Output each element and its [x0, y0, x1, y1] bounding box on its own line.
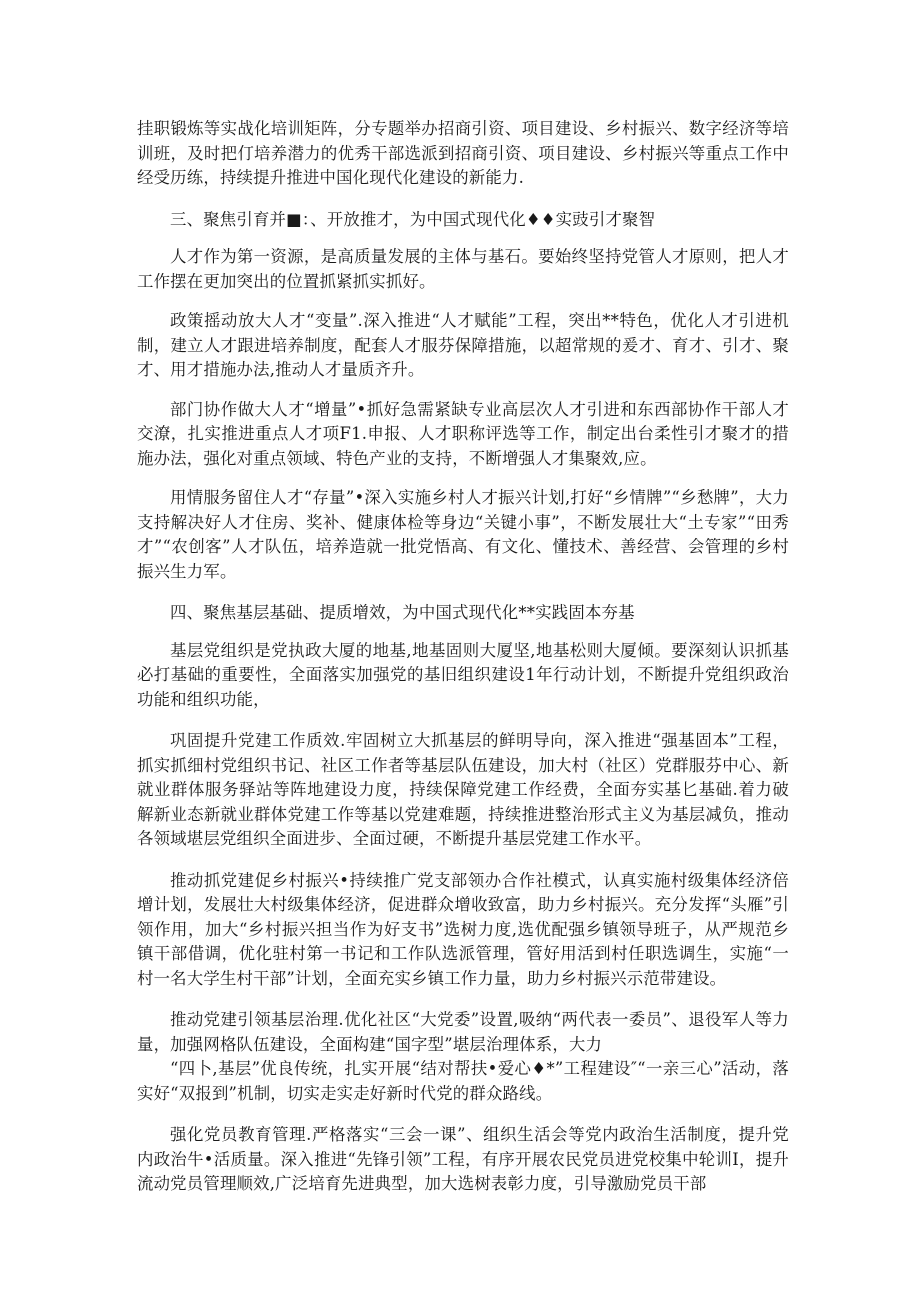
- section-heading-talent: 三、聚焦引育并■：、开放推才，为中国式现代化♦♦实豉引才聚智: [170, 209, 656, 229]
- paragraph-grassroots-intro: 基层党组织是党执政大厦的地基,地基固则大厦坚,地基松则大厦倾。要深刻认识抓基必打基础的重要性，全面落实加强党的基旧组织建设1年行动计划，不断提升党组织政治功能和组织功能，: [137, 640, 789, 709]
- paragraph-grassroots-governance: 推动党建引领基层治理.优化社区“大党委”设置,吸纳“两代表一委员”、退役军人等力量，加强网格队伍建设，全面构建“国字型”堪层治理体系，大力: [137, 1010, 789, 1054]
- paragraph-member-education: 强化党员教育管理.严格落实“三会一课”、组织生活会等党内政治生活制度，提升党内政治牛•活质量。深入推进“先锋引领”工程，有序开展农民党员进党校集中轮训I，提升流动党员管理顺效,广泛培育先进典型，加大选树表彰力度，引导激励党员干部: [137, 1125, 789, 1193]
- paragraph-party-building-quality: 巩固提升党建工作质效.牢固树立大抓基层的鲜明导向，深入推进“强基固本”工程，抓实抓细村党组织书记、社区工作者等基层队伍建设，加大村（社区）党群服芬中心、新就业群体服务驿站等阵地建设力度，持续保障党建工作经费，全面夯实基匕基础.着力破解新业态新就业群体党建工作等基以党建难题，持续推进整治形式主义为基层减负，推动各领域堪层党组织全面进步、全面过硬，不断提升基层党建工作水平。: [137, 731, 789, 848]
- paragraph-tradition-activities: “四卜,基层”优良传统，扎实开展“结对帮扶•爱心♦*”工程建设″“一亲三心”活动，落实好“双报到”机制，切实走实走好新时代党的群众路线。: [137, 1059, 789, 1103]
- document-body: [137, 117, 789, 1197]
- paragraph-training-continued: 挂职锻炼等实战化培训矩阵，分专题举办招商引资、项目建设、乡村振兴、数字经济等培训班，及时把仃培养潜力的优秀干部选派到招商引资、项目建设、乡村振兴等重点工作中经受历练，持续提升推进中国化现代化建设的新能力.: [137, 119, 789, 187]
- paragraph-talent-variable: 政策摇动放大人才“变量”.深入推进“人才赋能”工程，突出**特色，优化人才引进机制，建立人才跟进培养制度，配套人才服芬保障措施，以超常规的爰才、育才、引才、聚才、用才措施办法,推动人才量质齐升。: [137, 311, 789, 379]
- paragraph-rural-revitalization: 推动抓党建促乡村振兴•持续推广党支部领办合作社模式，认真实施村级集体经济倍增计划，发展壮大村级集体经济，促进群众增收致富，助力乡村振兴。充分发挥“头雁”引领作用，加大“乡村振兴担当作为好支书”选树力度,选优配强乡镇领导班子，从严规范乡镇干部借调，优化驻村第一书记和工作队选派管理，管好用活到村任职选调生，实施“一村一名大学生村干部”计划，全面充实乡镇工作力量，助力乡村振兴示范带建设。: [137, 870, 789, 988]
- section-heading-grassroots: 四、聚焦基层基础、提质增效，为中国式现代化**实践固本夯基: [170, 603, 635, 622]
- paragraph-talent-increment: 部门协作做大人才“增量”•抓好急需紧缺专业高层次人才引进和东西部协作干部人才交潦，扎实推进重点人才项F1.申报、人才职称评选等工作，制定出台柔性引才聚才的措施办法，强化对重点领域、特色产业的支持，不断增强人才集聚效,应。: [137, 399, 789, 468]
- paragraph-talent-stock: 用情服务留住人才“存量”•深入实施乡村人才振兴计划,打好“乡情牌”“乡愁牌”，大力支持解决好人才住房、奖补、健康体检等身边“关键小事”，不断发展壮大“土专家”“田秀才”“农创客”人才队伍，培养造就一批党悟高、有文化、懂技术、善经营、会管理的乡村振兴生力军。: [137, 488, 789, 581]
- paragraph-talent-intro: 人才作为第一资源，是高质量发展的主体与基石。要始终坚持党管人才原则，把人才工作摆在更加突出的位置抓紧抓实抓好。: [137, 247, 789, 291]
